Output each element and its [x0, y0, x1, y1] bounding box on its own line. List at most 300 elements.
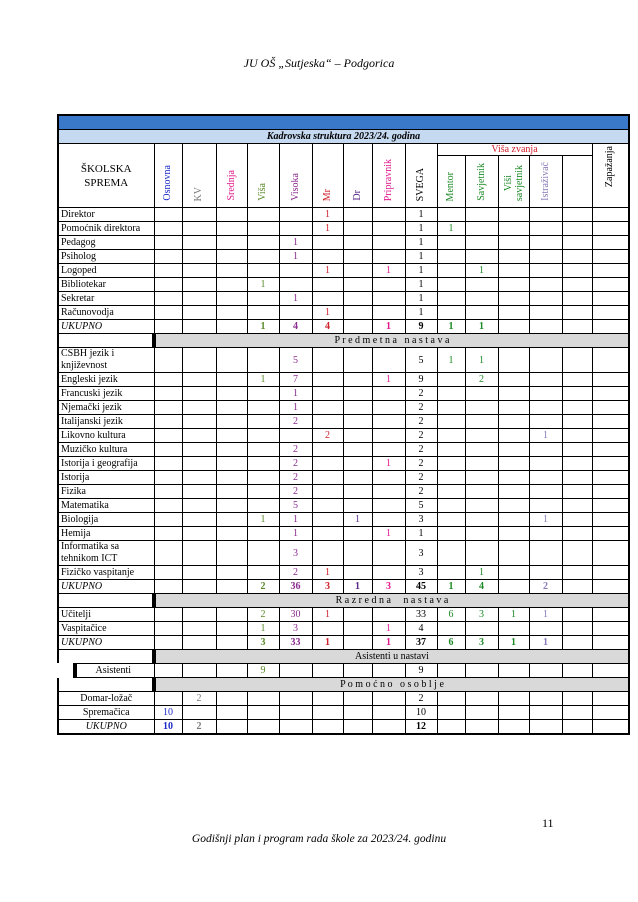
cell-visa [247, 706, 279, 720]
cell-savjetnik [465, 485, 498, 499]
cell-visi [498, 401, 529, 415]
cell-pripravnik [372, 348, 405, 373]
cell-dr [343, 471, 372, 485]
cell-mentor [437, 457, 465, 471]
cell-savjetnik: 1 [465, 264, 498, 278]
cell-svega: 5 [405, 348, 437, 373]
column-header-dr: Dr [343, 144, 372, 208]
column-group-visa-zvanja: Viša zvanja [437, 144, 592, 156]
cell-srednja [216, 541, 247, 566]
cell-visa [247, 387, 279, 401]
cell-zapazanja [592, 720, 629, 735]
cell-istrazivac [529, 706, 562, 720]
cell-pripravnik [372, 429, 405, 443]
cell-osnovna [154, 622, 182, 636]
table-row [58, 306, 629, 320]
cell-savjetnik [465, 443, 498, 457]
section-title: P o m o ć n o o s o b l j e [154, 678, 629, 692]
row-label: Hemija [58, 527, 154, 541]
cell-mentor [437, 306, 465, 320]
column-header-visi-savjetnik: Viši savjetnik [498, 156, 529, 208]
cell-zapazanja [592, 264, 629, 278]
cell-savjetnik: 1 [465, 320, 498, 334]
cell-kv [182, 429, 216, 443]
cell-zapazanja [592, 485, 629, 499]
cell-istrazivac [529, 415, 562, 429]
cell-mentor [437, 485, 465, 499]
column-header-skolska-sprema: ŠKOLSKA SPREMA [58, 144, 154, 208]
row-label: Istorija i geografija [58, 457, 154, 471]
table-row [58, 429, 629, 443]
cell-zapazanja [592, 373, 629, 387]
cell-mr [312, 664, 343, 678]
table-row [58, 608, 629, 622]
cell-mentor [437, 443, 465, 457]
cell-srednja [216, 401, 247, 415]
cell-visi [498, 622, 529, 636]
cell-svega: 1 [405, 208, 437, 222]
cell-osnovna [154, 513, 182, 527]
cell-svega: 3 [405, 513, 437, 527]
cell-mr [312, 692, 343, 706]
row-label: Muzičko kultura [58, 443, 154, 457]
row-label: Francuski jezik [58, 387, 154, 401]
section-bar [58, 594, 154, 608]
cell-pripravnik [372, 236, 405, 250]
cell-dr [343, 387, 372, 401]
cell-zapazanja [592, 320, 629, 334]
cell-mentor [437, 513, 465, 527]
cell-visi [498, 499, 529, 513]
cell-dr [343, 320, 372, 334]
cell-kv: 2 [182, 720, 216, 735]
cell-extra [562, 387, 592, 401]
cell-istrazivac [529, 348, 562, 373]
cell-istrazivac [529, 499, 562, 513]
cell-visi [498, 664, 529, 678]
cell-mr: 1 [312, 608, 343, 622]
section-bar [58, 678, 154, 692]
cell-mentor [437, 429, 465, 443]
cell-extra [562, 580, 592, 594]
cell-dr [343, 429, 372, 443]
cell-srednja [216, 320, 247, 334]
cell-visa: 1 [247, 320, 279, 334]
cell-mr: 1 [312, 566, 343, 580]
cell-istrazivac: 1 [529, 608, 562, 622]
cell-srednja [216, 692, 247, 706]
cell-osnovna: 10 [154, 706, 182, 720]
cell-srednja [216, 636, 247, 650]
cell-kv [182, 222, 216, 236]
cell-osnovna [154, 320, 182, 334]
cell-osnovna [154, 222, 182, 236]
cell-visoka [279, 720, 312, 735]
cell-zapazanja [592, 622, 629, 636]
cell-dr [343, 236, 372, 250]
cell-svega: 4 [405, 622, 437, 636]
cell-mr [312, 622, 343, 636]
table-row [58, 485, 629, 499]
cell-mr [312, 401, 343, 415]
cell-extra [562, 513, 592, 527]
cell-dr [343, 527, 372, 541]
cell-mentor [437, 387, 465, 401]
cell-pripravnik [372, 471, 405, 485]
cell-mr: 1 [312, 636, 343, 650]
cell-zapazanja [592, 222, 629, 236]
cell-visa [247, 222, 279, 236]
cell-savjetnik [465, 250, 498, 264]
cell-mr: 3 [312, 580, 343, 594]
table-title-row [58, 130, 629, 144]
cell-visa [247, 292, 279, 306]
cell-kv [182, 320, 216, 334]
cell-mentor [437, 278, 465, 292]
cell-osnovna [154, 429, 182, 443]
cell-zapazanja [592, 429, 629, 443]
cell-visoka: 33 [279, 636, 312, 650]
cell-visi [498, 720, 529, 735]
column-header-istrazivac: Istraživač [529, 156, 562, 208]
cell-visi [498, 485, 529, 499]
row-label: Pedagog [58, 236, 154, 250]
cell-osnovna [154, 292, 182, 306]
cell-pripravnik [372, 208, 405, 222]
row-label: UKUPNO [58, 720, 154, 735]
cell-mr: 1 [312, 306, 343, 320]
cell-osnovna [154, 471, 182, 485]
table-row [58, 415, 629, 429]
cell-srednja [216, 485, 247, 499]
cell-istrazivac [529, 622, 562, 636]
cell-extra [562, 622, 592, 636]
cell-kv [182, 292, 216, 306]
row-label: Pomoćnik direktora [58, 222, 154, 236]
cell-visa [247, 485, 279, 499]
cell-extra [562, 499, 592, 513]
cell-savjetnik [465, 208, 498, 222]
column-header-savjetnik: Savjetnik [465, 156, 498, 208]
cell-srednja [216, 222, 247, 236]
cell-srednja [216, 429, 247, 443]
section-row [58, 678, 629, 692]
cell-dr: 1 [343, 513, 372, 527]
cell-visoka: 2 [279, 566, 312, 580]
cell-osnovna [154, 485, 182, 499]
row-label: UKUPNO [58, 580, 154, 594]
column-header-srednja: Srednja [216, 144, 247, 208]
cell-kv [182, 401, 216, 415]
table-row [58, 692, 629, 706]
cell-pripravnik [372, 706, 405, 720]
cell-savjetnik [465, 527, 498, 541]
cell-mr: 2 [312, 429, 343, 443]
cell-visa [247, 457, 279, 471]
cell-srednja [216, 278, 247, 292]
cell-dr [343, 278, 372, 292]
cell-istrazivac [529, 222, 562, 236]
cell-visa [247, 566, 279, 580]
cell-istrazivac: 1 [529, 429, 562, 443]
cell-visa [247, 401, 279, 415]
cell-kv [182, 580, 216, 594]
cell-osnovna [154, 457, 182, 471]
cell-dr [343, 208, 372, 222]
cell-savjetnik: 1 [465, 566, 498, 580]
header-row-1 [58, 144, 629, 156]
cell-kv [182, 348, 216, 373]
cell-visi [498, 457, 529, 471]
cell-kv [182, 387, 216, 401]
cell-mr [312, 278, 343, 292]
cell-mentor [437, 208, 465, 222]
section-bar [58, 650, 154, 664]
cell-extra [562, 278, 592, 292]
cell-istrazivac [529, 401, 562, 415]
cell-kv [182, 513, 216, 527]
cell-istrazivac [529, 664, 562, 678]
cell-pripravnik [372, 250, 405, 264]
cell-extra [562, 236, 592, 250]
cell-pripravnik [372, 566, 405, 580]
cell-extra [562, 541, 592, 566]
cell-visi: 1 [498, 608, 529, 622]
cell-osnovna [154, 499, 182, 513]
cell-dr [343, 622, 372, 636]
cell-visa [247, 541, 279, 566]
cell-srednja [216, 608, 247, 622]
cell-extra [562, 636, 592, 650]
cell-mentor [437, 236, 465, 250]
cell-visoka: 7 [279, 373, 312, 387]
section-row [58, 594, 629, 608]
cell-extra [562, 373, 592, 387]
cell-savjetnik [465, 429, 498, 443]
cell-savjetnik [465, 541, 498, 566]
cell-zapazanja [592, 608, 629, 622]
cell-dr [343, 566, 372, 580]
cell-visa [247, 692, 279, 706]
table-row [58, 443, 629, 457]
row-label: Biologija [58, 513, 154, 527]
cell-pripravnik [372, 720, 405, 735]
column-header-pripravnik: Pripravnik [372, 144, 405, 208]
cell-kv [182, 415, 216, 429]
cell-savjetnik [465, 457, 498, 471]
cell-istrazivac [529, 208, 562, 222]
cell-extra [562, 208, 592, 222]
table-row [58, 292, 629, 306]
cell-dr [343, 664, 372, 678]
cell-zapazanja [592, 292, 629, 306]
cell-pripravnik [372, 608, 405, 622]
table-row [58, 471, 629, 485]
cell-savjetnik [465, 513, 498, 527]
cell-visoka [279, 692, 312, 706]
cell-visa: 1 [247, 373, 279, 387]
cell-srednja [216, 706, 247, 720]
cell-istrazivac [529, 264, 562, 278]
cell-extra [562, 664, 592, 678]
cell-visa [247, 471, 279, 485]
cell-visoka: 4 [279, 320, 312, 334]
cell-mr [312, 485, 343, 499]
column-header-kv: KV [182, 144, 216, 208]
cell-dr [343, 706, 372, 720]
cell-osnovna [154, 348, 182, 373]
cell-kv [182, 608, 216, 622]
table-row [58, 236, 629, 250]
section-title: R a z r e d n a n a s t a v a [154, 594, 629, 608]
cell-extra [562, 720, 592, 735]
cell-dr [343, 222, 372, 236]
cell-visi [498, 580, 529, 594]
cell-osnovna [154, 278, 182, 292]
cell-srednja [216, 513, 247, 527]
cell-extra [562, 608, 592, 622]
table-row [58, 222, 629, 236]
cell-pripravnik: 1 [372, 264, 405, 278]
cell-mr: 1 [312, 264, 343, 278]
cell-kv [182, 541, 216, 566]
column-header-osnovna: Osnovna [154, 144, 182, 208]
column-header-empty [562, 156, 592, 208]
cell-visoka: 2 [279, 471, 312, 485]
cell-mentor [437, 622, 465, 636]
cell-visa [247, 348, 279, 373]
cell-savjetnik: 1 [465, 348, 498, 373]
cell-svega: 1 [405, 306, 437, 320]
cell-osnovna [154, 264, 182, 278]
cell-mr [312, 292, 343, 306]
cell-kv [182, 264, 216, 278]
cell-zapazanja [592, 208, 629, 222]
cell-kv [182, 566, 216, 580]
cell-istrazivac [529, 236, 562, 250]
cell-svega: 1 [405, 222, 437, 236]
row-label: UKUPNO [58, 636, 154, 650]
cell-extra [562, 527, 592, 541]
cell-savjetnik: 2 [465, 373, 498, 387]
cell-svega: 33 [405, 608, 437, 622]
cell-mentor [437, 541, 465, 566]
cell-mr [312, 250, 343, 264]
section-title: P r e d m e t n a n a s t a v a [154, 334, 629, 348]
cell-zapazanja [592, 499, 629, 513]
cell-visa: 1 [247, 622, 279, 636]
cell-zapazanja [592, 527, 629, 541]
cell-savjetnik [465, 499, 498, 513]
cell-kv [182, 443, 216, 457]
cell-istrazivac [529, 720, 562, 735]
cell-savjetnik [465, 664, 498, 678]
cell-srednja [216, 664, 247, 678]
cell-srednja [216, 250, 247, 264]
cell-mr: 1 [312, 208, 343, 222]
cell-mr: 1 [312, 222, 343, 236]
section-row [58, 334, 629, 348]
row-label: CSBH jezik i književnost [58, 348, 154, 373]
row-label: Sekretar [58, 292, 154, 306]
cell-extra [562, 250, 592, 264]
cell-srednja [216, 471, 247, 485]
cell-osnovna: 10 [154, 720, 182, 735]
cell-visoka [279, 264, 312, 278]
cell-extra [562, 348, 592, 373]
cell-extra [562, 320, 592, 334]
cell-kv [182, 278, 216, 292]
cell-srednja [216, 373, 247, 387]
cell-visa: 3 [247, 636, 279, 650]
cell-savjetnik [465, 387, 498, 401]
row-label: UKUPNO [58, 320, 154, 334]
cell-osnovna [154, 636, 182, 650]
cell-istrazivac [529, 692, 562, 706]
cell-svega: 3 [405, 541, 437, 566]
cell-zapazanja [592, 443, 629, 457]
cell-kv: 2 [182, 692, 216, 706]
row-label: Vaspitačice [58, 622, 154, 636]
cell-dr [343, 264, 372, 278]
cell-savjetnik: 3 [465, 608, 498, 622]
cell-dr [343, 250, 372, 264]
cell-osnovna [154, 566, 182, 580]
cell-mentor [437, 664, 465, 678]
section-title: Asistenti u nastavi [154, 650, 629, 664]
cell-visa: 1 [247, 513, 279, 527]
cell-mr [312, 348, 343, 373]
cell-srednja [216, 387, 247, 401]
cell-mentor [437, 471, 465, 485]
cell-svega: 45 [405, 580, 437, 594]
cell-dr [343, 608, 372, 622]
cell-svega: 1 [405, 292, 437, 306]
cell-zapazanja [592, 415, 629, 429]
cell-svega: 9 [405, 373, 437, 387]
cell-srednja [216, 720, 247, 735]
cell-zapazanja [592, 636, 629, 650]
cell-istrazivac [529, 457, 562, 471]
cell-osnovna [154, 541, 182, 566]
cell-zapazanja [592, 401, 629, 415]
cell-osnovna [154, 443, 182, 457]
cell-extra [562, 485, 592, 499]
cell-savjetnik: 4 [465, 580, 498, 594]
cell-zapazanja [592, 692, 629, 706]
total-row [58, 636, 629, 650]
cell-kv [182, 485, 216, 499]
cell-osnovna [154, 664, 182, 678]
cell-visi [498, 348, 529, 373]
cell-visi [498, 527, 529, 541]
cell-visoka: 3 [279, 541, 312, 566]
cell-srednja [216, 443, 247, 457]
column-header-visoka: Visoka [279, 144, 312, 208]
cell-svega: 2 [405, 457, 437, 471]
cell-visa [247, 208, 279, 222]
table-row [58, 706, 629, 720]
cell-kv [182, 499, 216, 513]
cell-extra [562, 457, 592, 471]
total-row [58, 720, 629, 735]
cell-mr: 4 [312, 320, 343, 334]
cell-visi [498, 706, 529, 720]
cell-visi [498, 250, 529, 264]
cell-extra [562, 415, 592, 429]
title-band [58, 115, 629, 130]
cell-visa [247, 499, 279, 513]
